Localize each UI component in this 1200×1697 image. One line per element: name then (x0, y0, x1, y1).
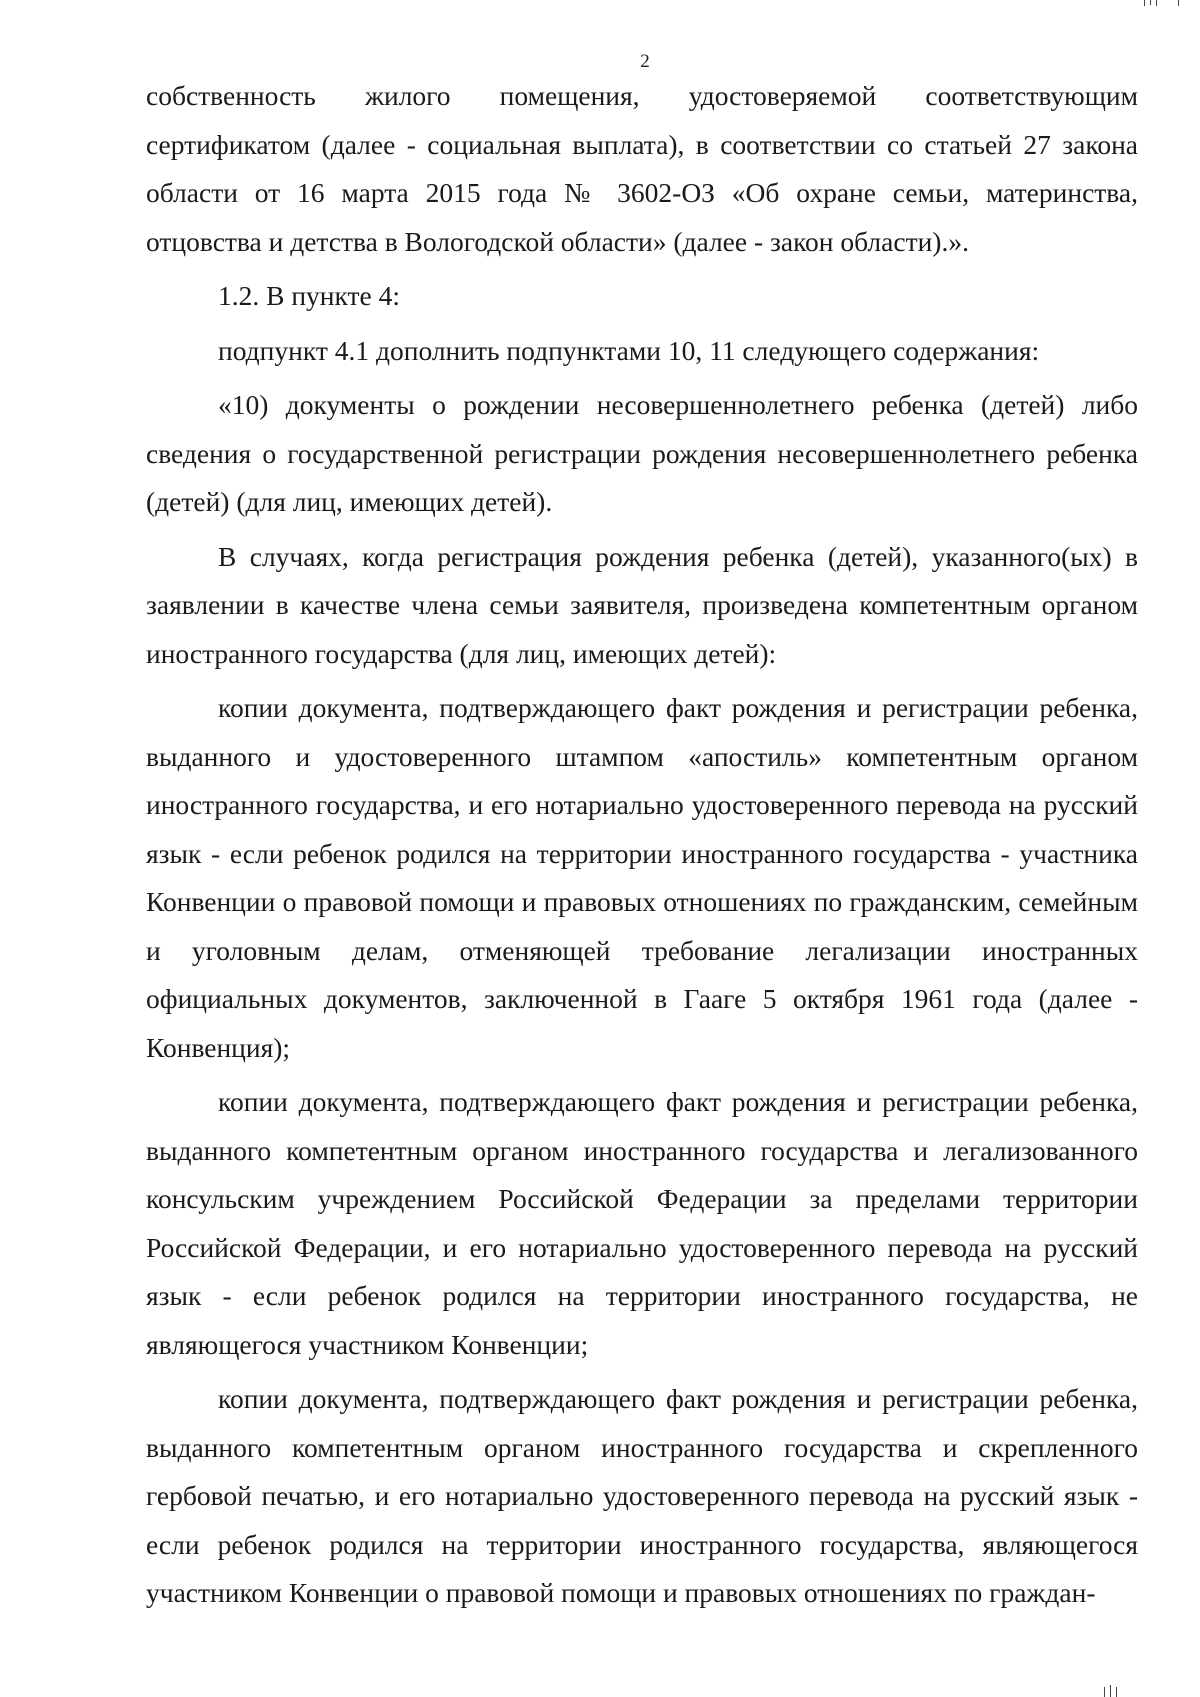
body-text (146, 72, 1138, 1618)
paragraph-5: В случаях, когда регистрация рождения ребенка (детей), указанного(ых) в заявлении в качестве члена семьи заявителя, произведена компетентным органом иностранного государства (для лиц, имеющих детей): (146, 540, 1138, 669)
scan-edge-mark-top (1142, 0, 1182, 6)
paragraph-3: подпункт 4.1 дополнить подпунктами 10, 11 следующего содержания: (218, 334, 1040, 366)
paragraph-7: копии документа, подтверждающего факт рождения и регистрации ребенка, выданного компетентным органом иностранного государства и легализованного консульским учреждением Российской Федерации за пределами территории Российской Федерации, и его нотариально удостоверенного перевода на русский язык - если ребенок родился на территории иностранного государства, не являющегося участником Конвенции; (146, 1086, 1138, 1360)
paragraph-1: собственность жилого помещения, удостоверяемой соответствующим сертификатом (далее - социальная выплата), в соответствии со статьей 27 закона области от 16 марта 2015 года № 3602-ОЗ «Об охране семьи, материнства, отцовства и детства в Вологодской области» (далее - закон области).». (146, 80, 1138, 257)
paragraph-8: копии документа, подтверждающего факт рождения и регистрации ребенка, выданного компетентным органом иностранного государства и скрепленного гербовой печатью, и его нотариально удостоверенного перевода на русский язык - если ребенок родился на территории иностранного государства, являющегося участником Конвенции о правовой помощи и правовых отношениях по граждан- (146, 1383, 1138, 1608)
paragraph-6: копии документа, подтверждающего факт рождения и регистрации ребенка, выданного и удостоверенного штампом «апостиль» компетентным органом иностранного государства, и его нотариально удостоверенного перевода на русский язык - если ребенок родился на территории иностранного государства - участника Конвенции о правовой помощи и правовых отношениях по гражданским, семейным и уголовным делам, отменяющей требование легализации иностранных официальных документов, заключенной в Гааге 5 октября 1961 года (далее - Конвенция); (146, 692, 1138, 1063)
paragraph-2: 1.2. В пункте 4: (218, 280, 401, 311)
scan-edge-mark-bottom (1102, 1685, 1132, 1697)
paragraph-4: «10) документы о рождении несовершеннолетнего ребенка (детей) либо сведения о государственной регистрации рождения несовершеннолетнего ребенка (детей) (для лиц, имеющих детей). (146, 389, 1138, 517)
page-number: 2 (640, 51, 650, 72)
